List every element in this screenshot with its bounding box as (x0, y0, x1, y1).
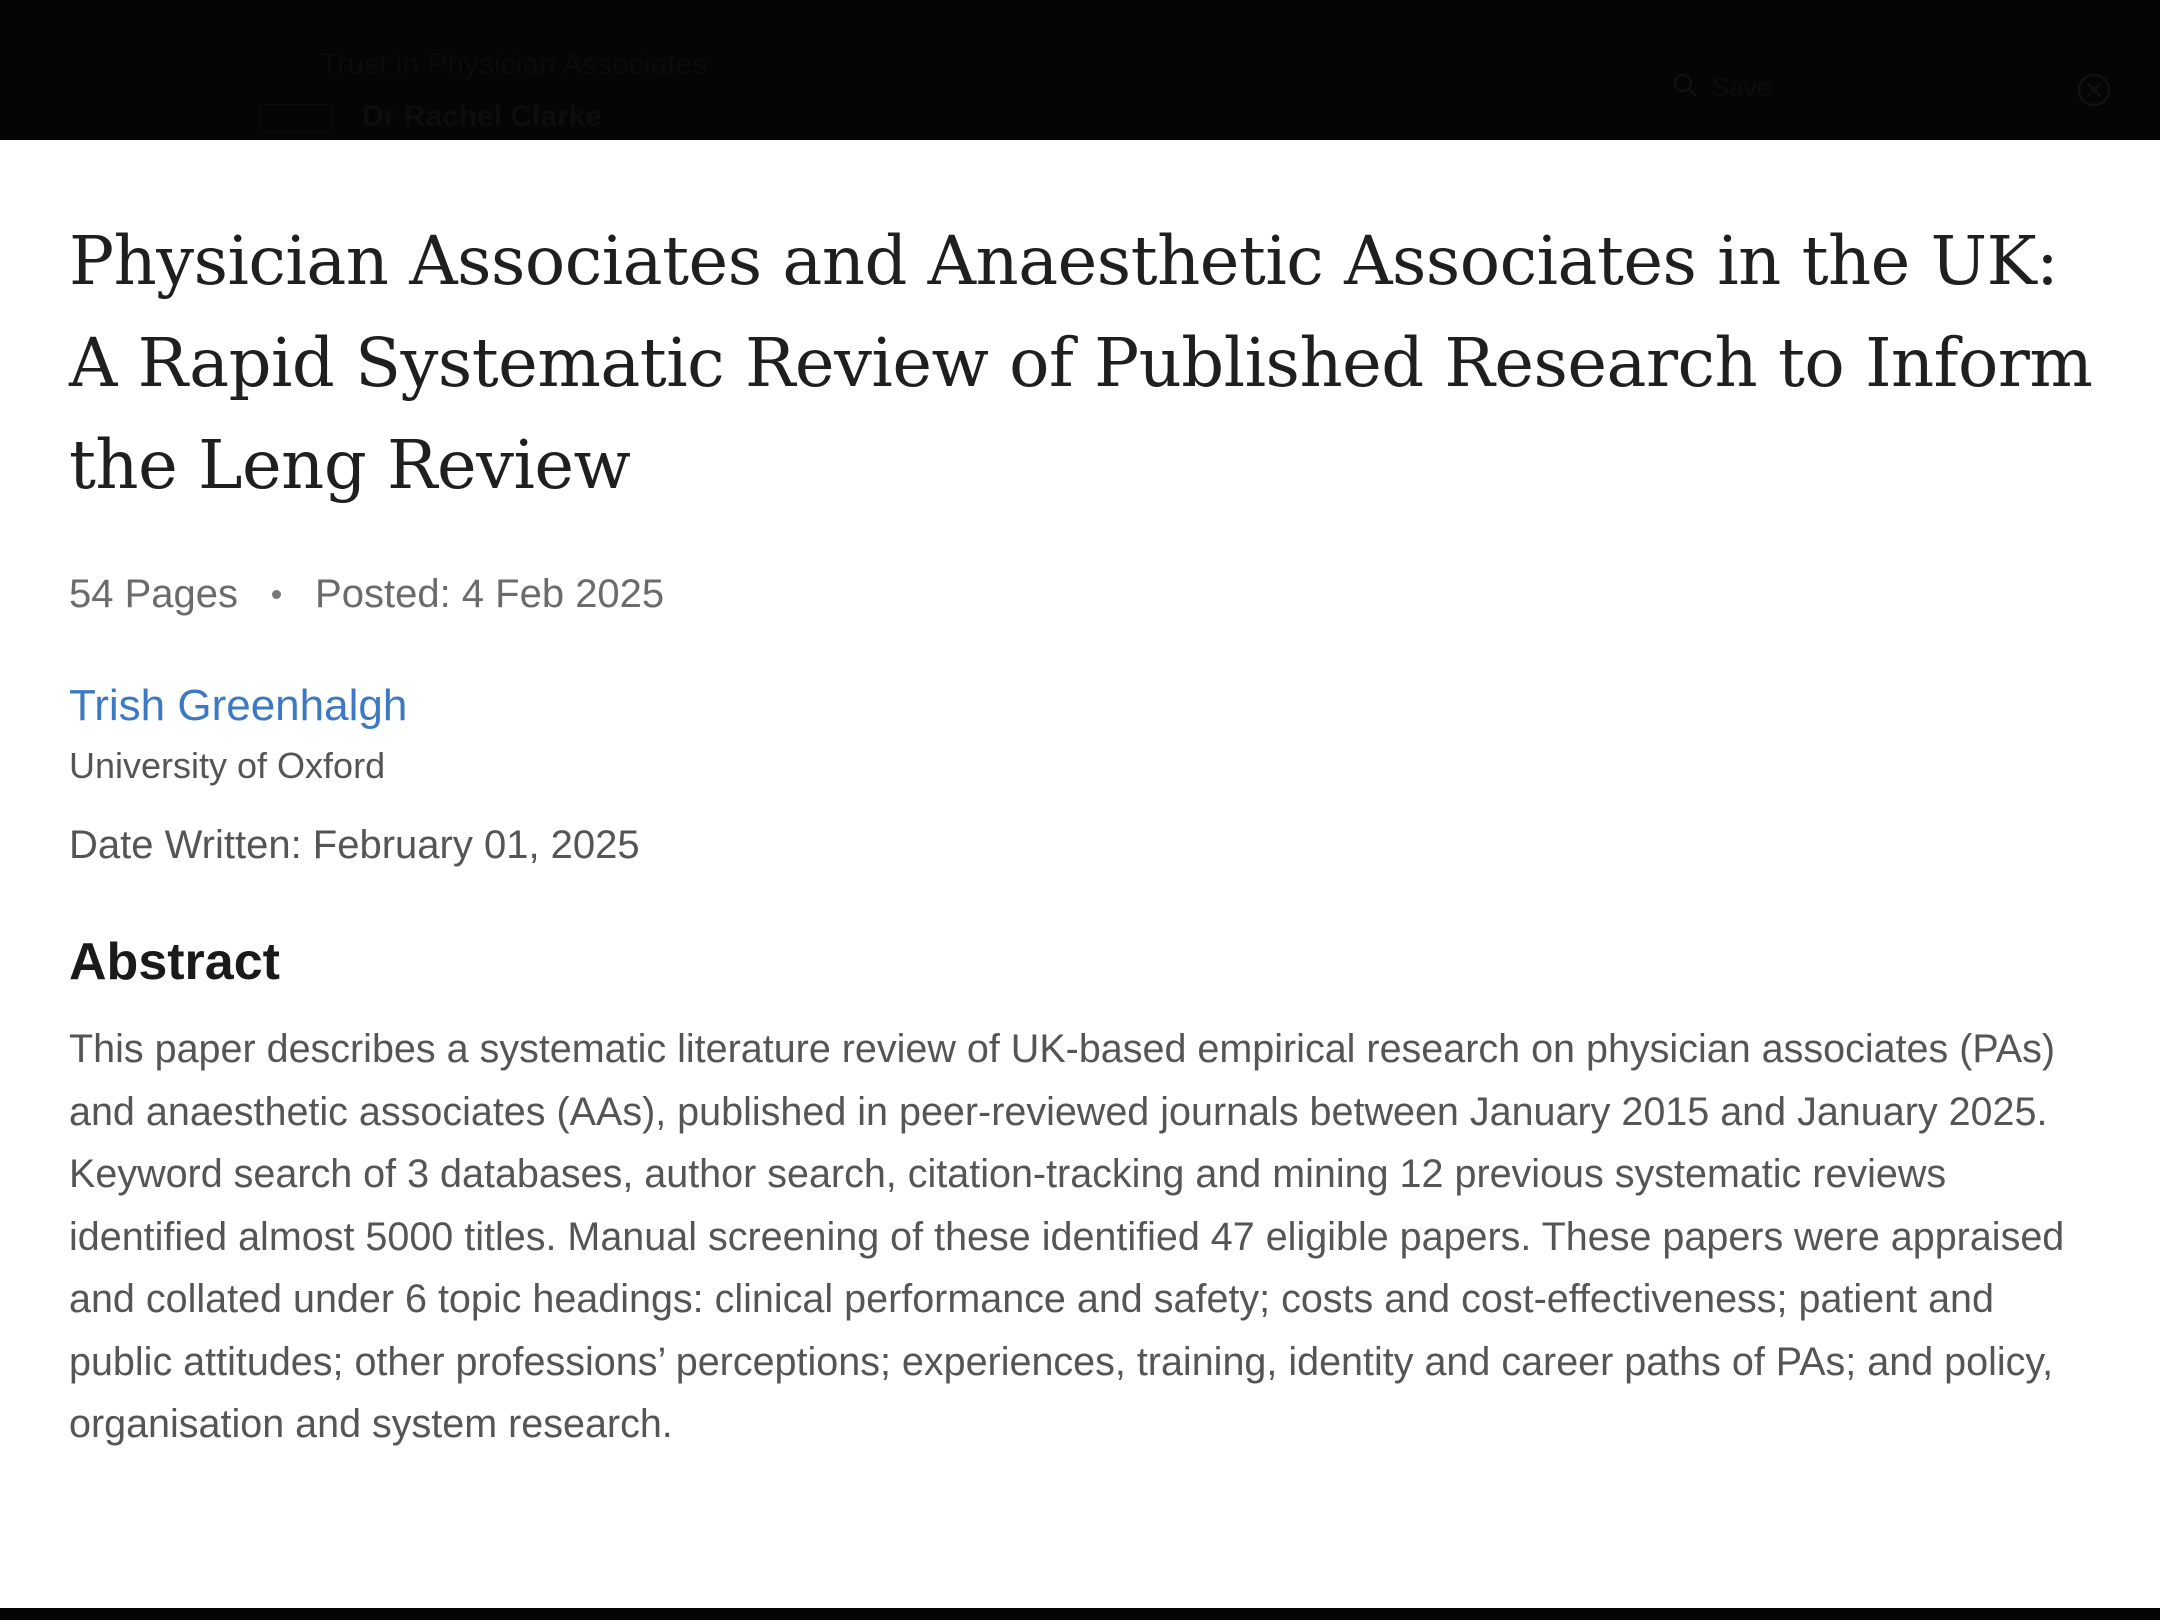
author-link[interactable]: Trish Greenhalgh (69, 681, 408, 730)
bottom-bar (0, 1608, 2160, 1620)
author-chip (260, 104, 332, 132)
page-count: 54 Pages (69, 572, 239, 616)
abstract-text: This paper describes a systematic literature review of UK-based empirical research on physician associates (PAs) and anaesthetic associates (AAs), published in peer-reviewed journals between January 2015 and January 2025. Keyword search of 3 databases, author search, citation-tracking and mining 12 previous systematic reviews identified almost 5000 titles. Manual screening of these identified 47 eligible papers. These papers were appraised and collated under 6 topic headings: clinical performance and safety; costs and cost-effectiveness; patient and public attitudes; other professions’ perceptions; experiences, training, identity and career paths of PAs; and policy, organisation and system research. (69, 1027, 2065, 1446)
close-icon[interactable] (2076, 72, 2112, 108)
save-button[interactable]: Save (1712, 72, 1772, 102)
abstract-heading: Abstract (69, 933, 280, 991)
paper-meta (69, 572, 2099, 617)
separator-dot (272, 590, 281, 599)
post-title[interactable]: Trust in Physician Associates (320, 48, 708, 81)
post-author[interactable] (260, 100, 602, 134)
date-written: Date Written: February 01, 2025 (69, 823, 640, 867)
post-author-name: Dr Rachel Clarke (362, 100, 603, 133)
posted-date: Posted: 4 Feb 2025 (315, 572, 665, 616)
top-bar (0, 0, 2160, 140)
paper-title: Physician Associates and Anaesthetic Associates in the UK: A Rapid Systematic Review of Published Research to Inform the Leng Review (69, 222, 2093, 504)
search-icon[interactable] (1672, 72, 1698, 98)
paper-page (69, 140, 2099, 1456)
author-affiliation: University of Oxford (69, 745, 386, 786)
